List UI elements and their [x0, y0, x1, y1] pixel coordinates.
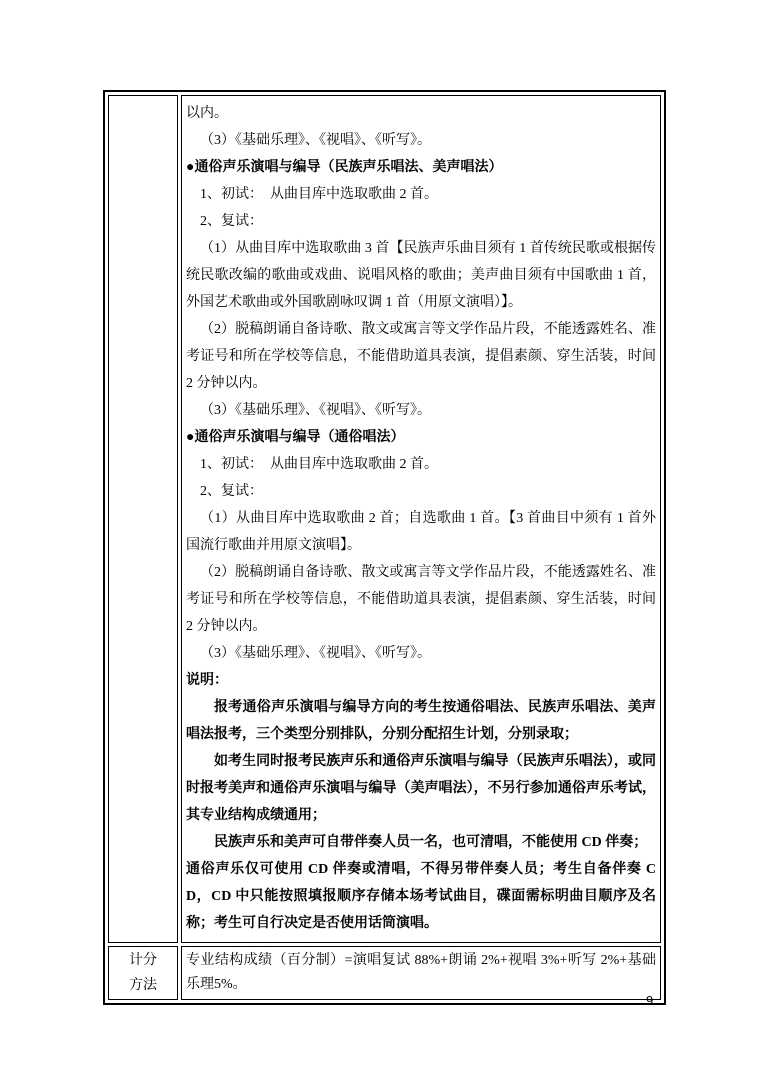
scoring-method-row [108, 946, 661, 1000]
exam-requirements-cell [181, 95, 661, 943]
scoring-method-label-line-2: 方法 [129, 978, 157, 993]
paragraph: 以内。 [186, 106, 228, 121]
paragraph: 2、复试： [200, 484, 263, 499]
row-label-cell-empty [108, 95, 178, 943]
paragraph: 1、初试： 从曲目库中选取歌曲 2 首。 [200, 187, 438, 202]
scoring-method-text: 专业结构成绩（百分制）=演唱复试 88%+朗诵 2%+视唱 3%+听写 2%+基础乐理5%。 [186, 953, 656, 992]
paragraph: （1）从曲目库中选取歌曲 3 首【民族声乐曲目须有 1 首传统民歌或根据传统民歌改编的歌曲或戏曲、说唱风格的歌曲；美声曲目须有中国歌曲 1 首，外国艺术歌曲或外国歌剧咏叹调 1 首（用原文演唱）】。 [186, 241, 656, 310]
exam-requirements-row [108, 95, 661, 943]
paragraph: ●通俗声乐演唱与编导（通俗唱法） [186, 430, 405, 445]
paragraph: 1、初试： 从曲目库中选取歌曲 2 首。 [200, 457, 438, 472]
paragraph: 如考生同时报考民族声乐和通俗声乐演唱与编导（民族声乐唱法），或同时报考美声和通俗声乐演唱与编导（美声唱法），不另行参加通俗声乐考试，其专业结构成绩通用； [186, 754, 656, 823]
scoring-method-label-cell [108, 946, 178, 1000]
page-number: 9 [646, 993, 654, 1008]
paragraph: 2、复试： [200, 214, 263, 229]
paragraph: （2）脱稿朗诵自备诗歌、散文或寓言等文学作品片段，不能透露姓名、准考证号和所在学校等信息，不能借助道具表演，提倡素颜、穿生活装，时间 2 分钟以内。 [186, 565, 656, 634]
paragraph: （1）从曲目库中选取歌曲 2 首；自选歌曲 1 首。【3 首曲目中须有 1 首外国流行歌曲并用原文演唱】。 [186, 511, 656, 553]
paragraph: （2）脱稿朗诵自备诗歌、散文或寓言等文学作品片段，不能透露姓名、准考证号和所在学校等信息，不能借助道具表演，提倡素颜、穿生活装，时间 2 分钟以内。 [186, 322, 656, 391]
scoring-method-cell [181, 946, 661, 1000]
paragraph: 说明： [186, 673, 228, 688]
paragraph: （3）《基础乐理》、《视唱》、《听写》。 [200, 403, 431, 418]
paragraph: 通俗声乐仅可使用 CD 伴奏或清唱，不得另带伴奏人员；考生自备伴奏 CD，CD 中只能按照填报顺序存储本场考试曲目，碟面需标明曲目顺序及名称；考生可自行决定是否使用话筒演唱。 [186, 862, 656, 931]
exam-info-table [103, 90, 666, 1005]
paragraph: （3）《基础乐理》、《视唱》、《听写》。 [200, 133, 431, 148]
paragraph: ●通俗声乐演唱与编导（民族声乐唱法、美声唱法） [186, 160, 503, 175]
scoring-method-label-line-1: 计分 [129, 953, 157, 968]
paragraph: （3）《基础乐理》、《视唱》、《听写》。 [200, 646, 431, 661]
paragraph: 民族声乐和美声可自带伴奏人员一名，也可清唱，不能使用 CD 伴奏； [214, 835, 648, 850]
paragraph: 报考通俗声乐演唱与编导方向的考生按通俗唱法、民族声乐唱法、美声唱法报考，三个类型分别排队，分别分配招生计划，分别录取； [186, 700, 656, 742]
exam-requirements-content [183, 97, 659, 941]
